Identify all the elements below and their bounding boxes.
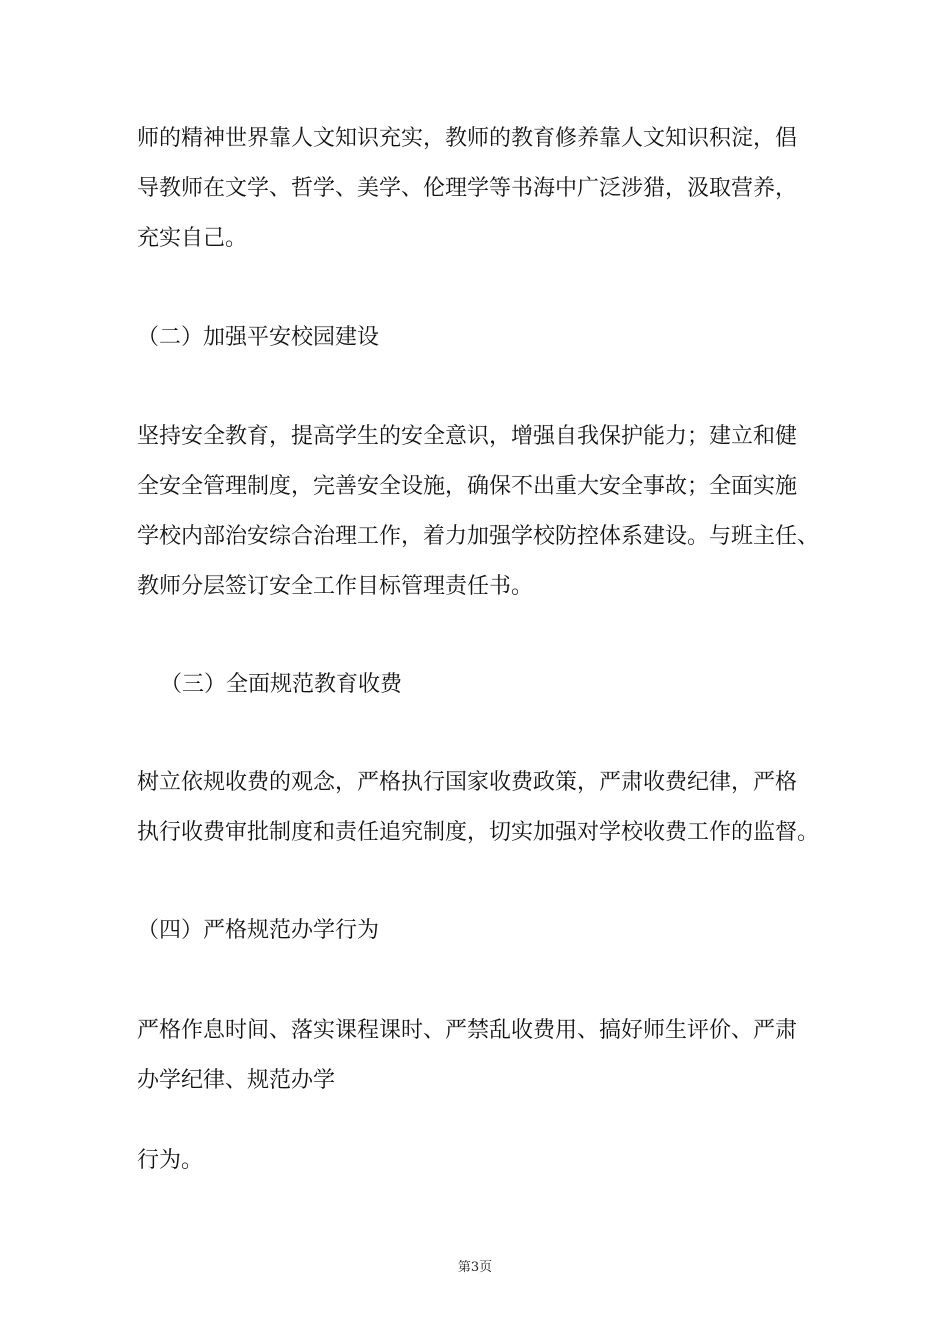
text-line: 办学纪律、规范办学 — [137, 1068, 336, 1093]
heading-text: （二）加强平安校园建设 — [137, 325, 380, 350]
section-heading-school-conduct — [137, 906, 837, 956]
paragraph-conduct — [137, 1006, 837, 1106]
text-line: 师的精神世界靠人文知识充实，教师的教育修养靠人文知识积淀，倡 — [137, 126, 798, 151]
paragraph-safety — [137, 412, 837, 612]
heading-text: （三）全面规范教育收费 — [160, 672, 403, 697]
text-line: 充实自己。 — [137, 226, 248, 251]
paragraph-conduct-end — [137, 1136, 837, 1186]
page-number: 第3页 — [457, 1260, 493, 1275]
text-line: 导教师在文学、哲学、美学、伦理学等书海中广泛涉猎，汲取营养， — [137, 176, 798, 201]
paragraph-fees — [137, 758, 837, 858]
heading-text: （四）严格规范办学行为 — [137, 918, 380, 943]
text-line: 执行收费审批制度和责任追究制度，切实加强对学校收费工作的监督。 — [137, 820, 820, 845]
section-heading-fees — [160, 660, 860, 710]
text-line: 学校内部治安综合治理工作，着力加强学校防控体系建设。与班主任、 — [137, 524, 820, 549]
paragraph-humanities — [137, 114, 837, 264]
text-line: 行为。 — [137, 1148, 204, 1173]
text-line: 树立依规收费的观念，严格执行国家收费政策，严肃收费纪律，严格 — [137, 770, 798, 795]
text-line: 全安全管理制度，完善安全设施，确保不出重大安全事故；全面实施 — [137, 474, 798, 499]
text-line: 教师分层签订安全工作目标管理责任书。 — [137, 574, 534, 599]
section-heading-safe-campus — [137, 313, 837, 363]
text-line: 坚持安全教育，提高学生的安全意识，增强自我保护能力；建立和健 — [137, 424, 798, 449]
text-line: 严格作息时间、落实课程课时、严禁乱收费用、搞好师生评价、严肃 — [137, 1018, 798, 1043]
